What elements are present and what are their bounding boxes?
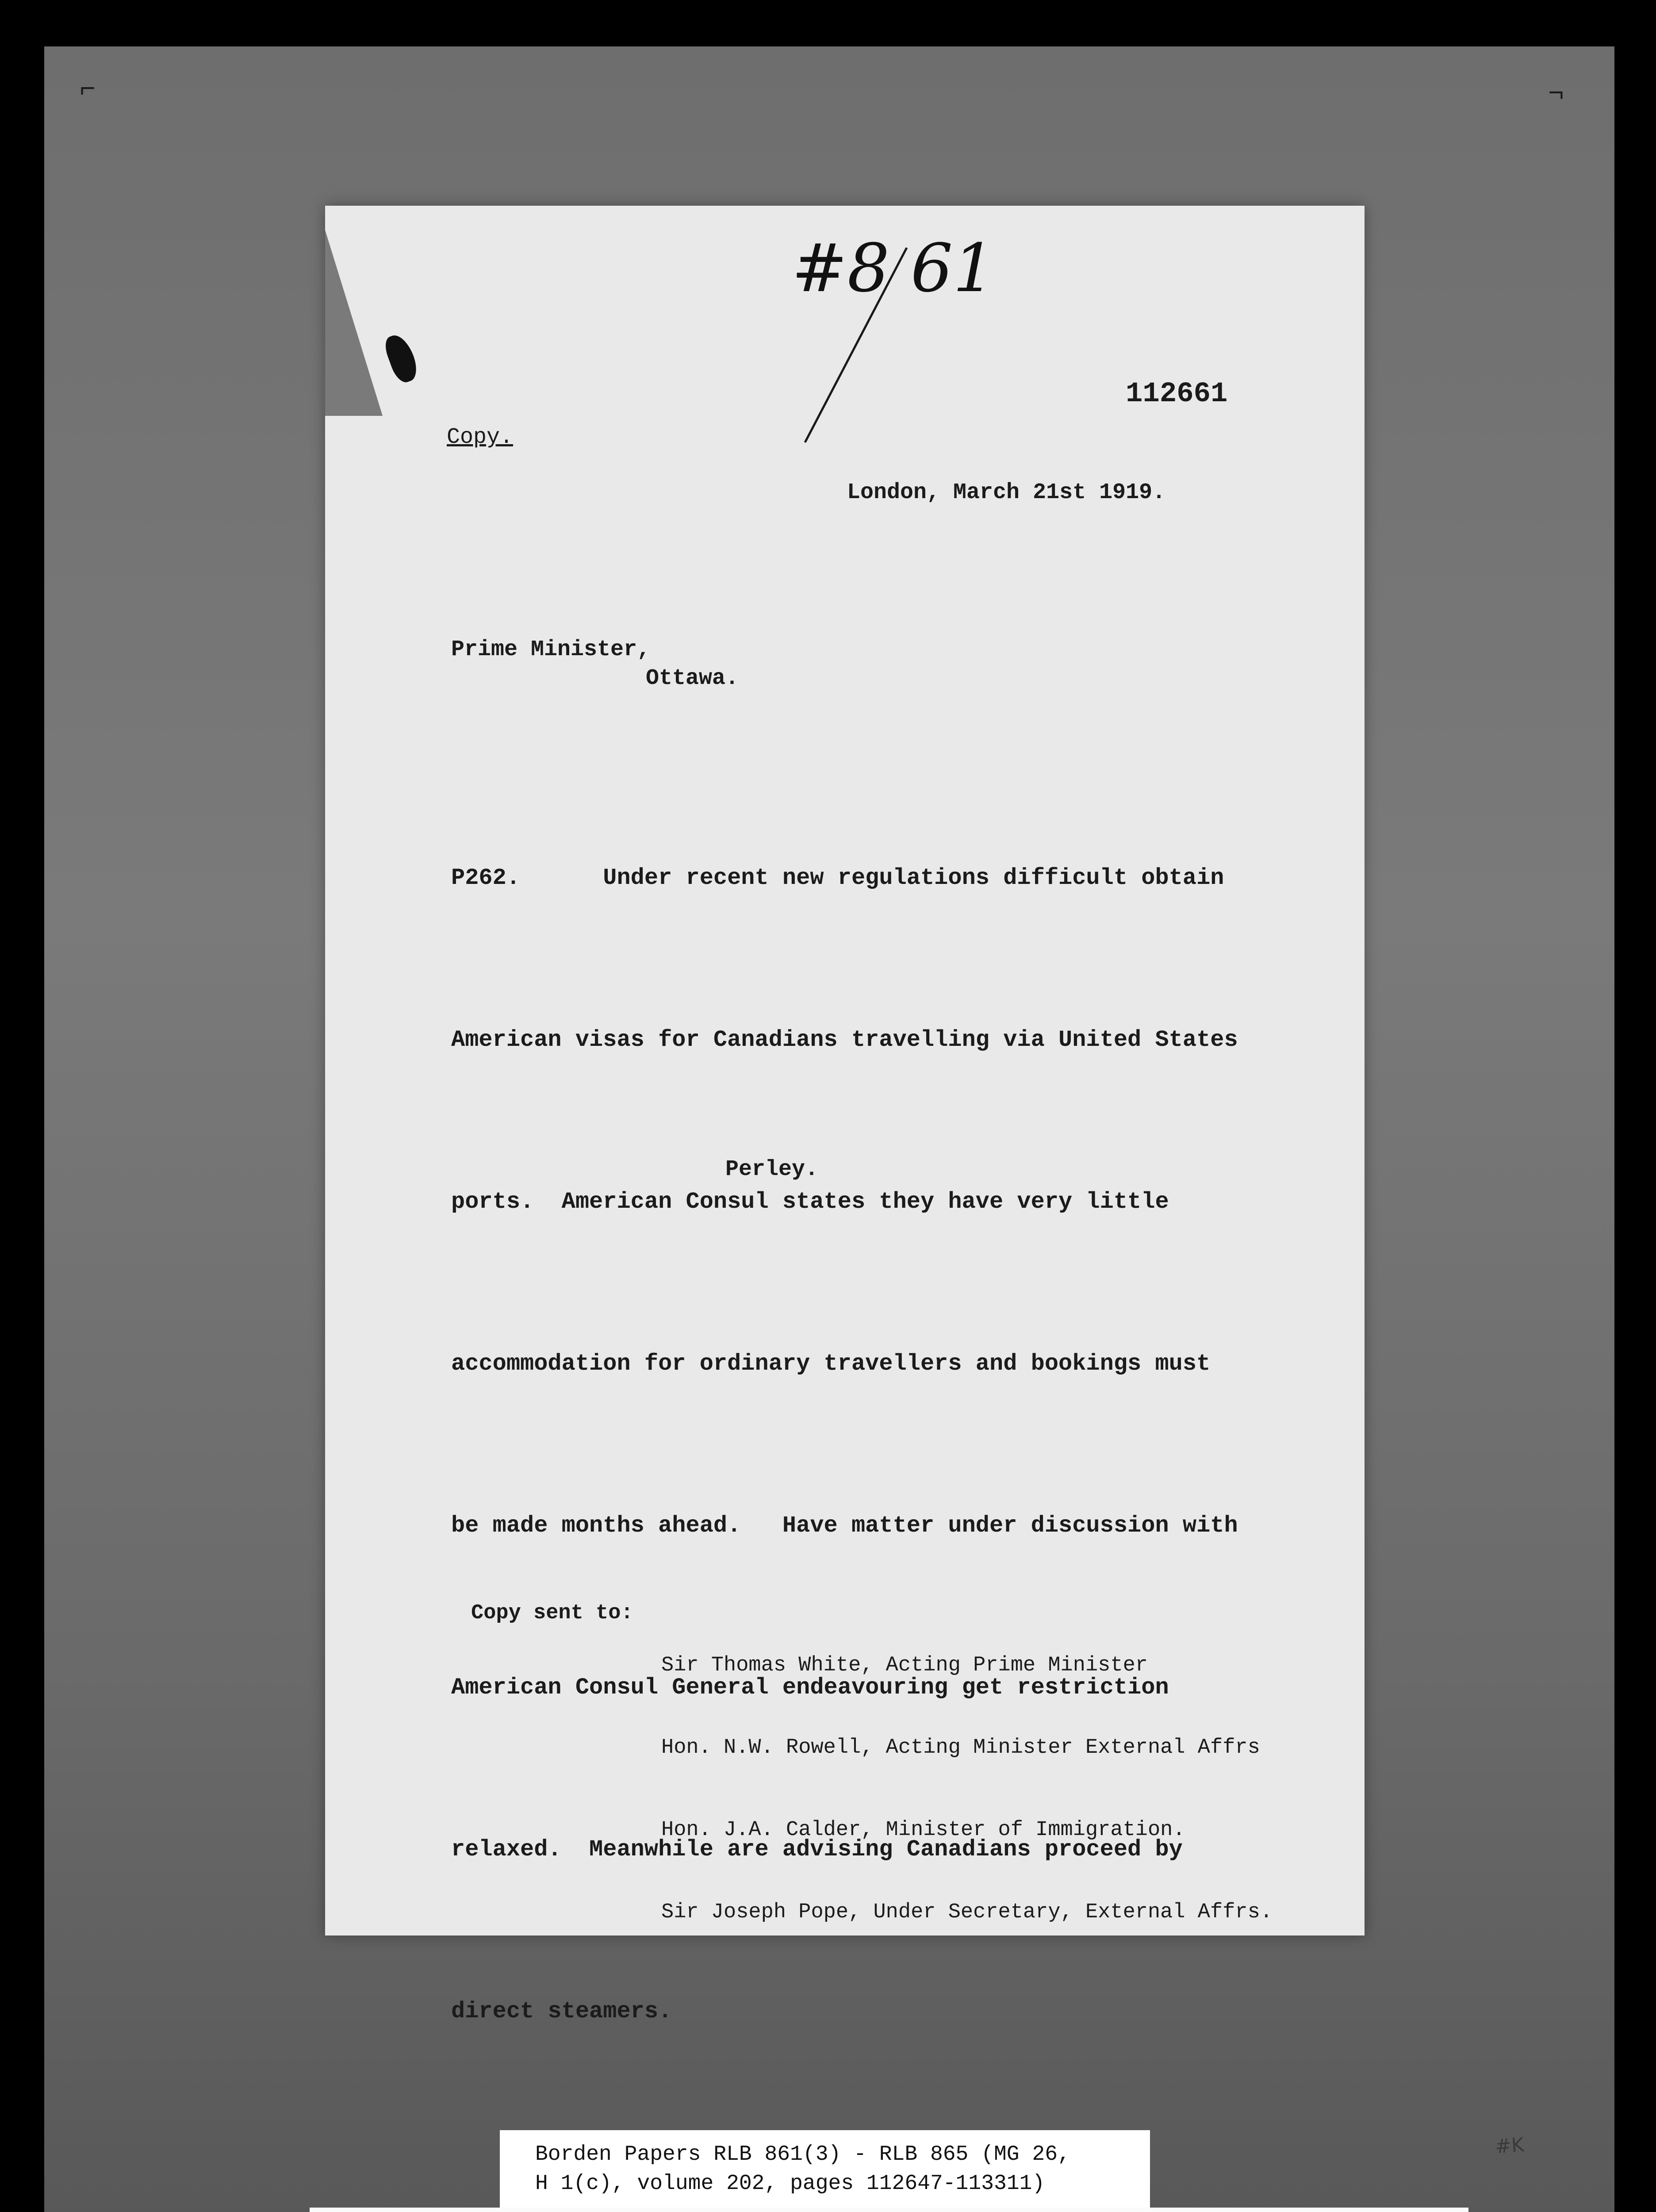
label-line: Borden Papers RLB 861(3) - RLB 865 (MG 26, bbox=[535, 2143, 1070, 2166]
reference-number: 112661 bbox=[1126, 378, 1228, 410]
place-date: London, March 21st 1919. bbox=[847, 480, 1166, 505]
copy-label: Copy. bbox=[447, 425, 514, 450]
signature: Perley. bbox=[725, 1157, 819, 1182]
handwritten-number: #8 61 bbox=[792, 230, 995, 307]
folded-corner bbox=[325, 230, 383, 416]
body-line: direct steamers. bbox=[451, 1998, 672, 2024]
body-line: accommodation for ordinary travellers and bookings must bbox=[451, 1351, 1211, 1377]
copy-recipient: Hon. J.A. Calder, Minister of Immigration. bbox=[661, 1818, 1185, 1842]
recipient-title: Prime Minister, bbox=[451, 637, 651, 662]
body-line: American visas for Canadians travelling via United States bbox=[451, 1027, 1238, 1053]
label-line: H 1(c), volume 202, pages 112647-113311) bbox=[535, 2172, 1045, 2196]
corner-mark: ¬ bbox=[1548, 80, 1564, 110]
copy-recipient: Hon. N.W. Rowell, Acting Minister External Affrs bbox=[661, 1736, 1260, 1759]
body-line: ports. American Consul states they have very little bbox=[451, 1189, 1169, 1215]
margin-scribble: #K bbox=[1494, 2133, 1525, 2158]
copy-recipient: Sir Joseph Pope, Under Secretary, External Affrs. bbox=[661, 1901, 1273, 1924]
archive-reference-label bbox=[500, 2130, 1150, 2210]
recipient-place: Ottawa. bbox=[646, 666, 739, 691]
copy-sent-label: Copy sent to: bbox=[471, 1601, 633, 1625]
body-line: relaxed. Meanwhile are advising Canadians proceed by bbox=[451, 1836, 1183, 1863]
body-line: be made months ahead. Have matter under discussion with bbox=[451, 1513, 1238, 1539]
body-line: P262. Under recent new regulations difficult obtain bbox=[451, 865, 1224, 891]
archive-card bbox=[310, 2208, 1468, 2212]
body-line: American Consul General endeavouring get restriction bbox=[451, 1674, 1169, 1701]
corner-mark: ⌐ bbox=[80, 75, 96, 105]
copy-recipients bbox=[661, 1597, 1273, 1954]
copy-recipient: Sir Thomas White, Acting Prime Minister bbox=[661, 1654, 1148, 1677]
